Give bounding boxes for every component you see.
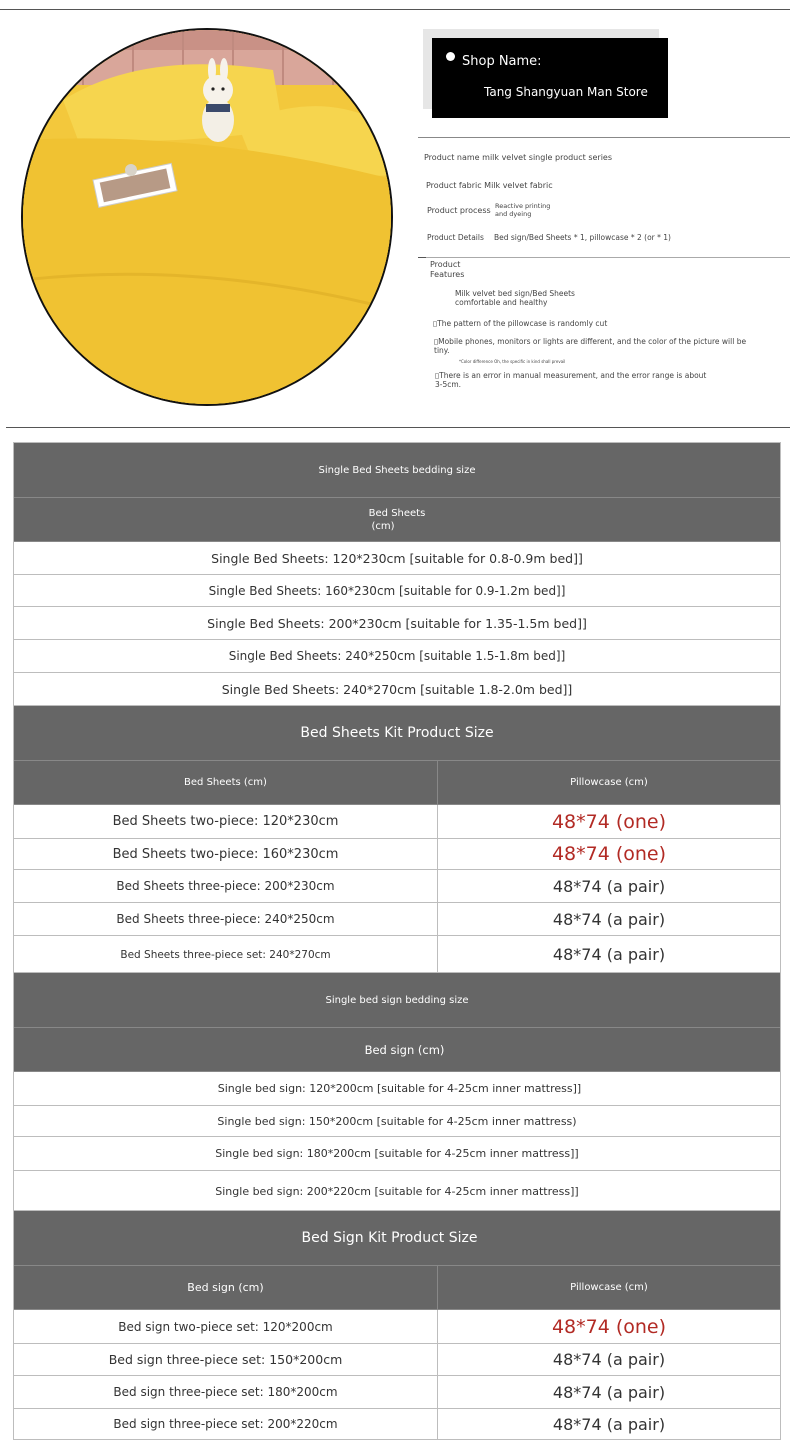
sign-kit-row-2-right: 48*74 (a pair) [437, 1344, 780, 1375]
table-row [14, 936, 780, 973]
sheets-size-header-row [14, 498, 780, 542]
sign-size-row-1: Single bed sign: 120*200cm [suitable for 4-25cm inner mattress]] [217, 1082, 582, 1095]
table-row [14, 870, 780, 903]
sign-size-header-row [14, 1028, 780, 1072]
table-row [14, 575, 780, 607]
features-value-2: comfortable and healthy [455, 298, 548, 307]
note-error-a: ▯There is an error in manual measurement, and the error range is about [435, 371, 707, 380]
sign-kit-col-left: Bed sign (cm) [187, 1281, 264, 1294]
sheets-kit-row-3-left: Bed Sheets three-piece: 200*230cm [116, 879, 335, 893]
sign-kit-row-4-left: Bed sign three-piece set: 200*220cm [113, 1417, 338, 1431]
sheets-size-table [13, 442, 781, 707]
table-row [14, 1409, 780, 1439]
sheets-kit-col-right: Pillowcase (cm) [437, 761, 780, 804]
sheets-size-title: Single Bed Sheets bedding size [318, 464, 476, 476]
product-fabric: Product fabric Milk velvet fabric [426, 181, 553, 190]
note-color-a: ▯Mobile phones, monitors or lights are different, and the color of the picture will be [434, 337, 747, 346]
product-process-value-1: Reactive printing [495, 202, 551, 210]
features-tick [418, 257, 426, 258]
note-color-b: tiny. [434, 346, 450, 355]
product-photo [21, 28, 393, 406]
table-row [14, 1344, 780, 1376]
sheets-kit-row-4-left: Bed Sheets three-piece: 240*250cm [116, 912, 335, 926]
sign-size-title-row [14, 973, 780, 1028]
sheets-size-title-row [14, 443, 780, 498]
features-label-1: Product [430, 260, 461, 269]
shop-card [432, 38, 668, 118]
sheets-kit-header-row [14, 761, 780, 805]
section-divider [6, 427, 790, 428]
bullet-icon [446, 52, 455, 61]
sign-kit-row-4-right: 48*74 (a pair) [437, 1409, 780, 1439]
sign-kit-row-3-left: Bed sign three-piece set: 180*200cm [113, 1385, 338, 1399]
sheets-size-row-3: Single Bed Sheets: 200*230cm [suitable for 1.35-1.5m bed]] [207, 615, 587, 631]
sheets-size-row-4: Single Bed Sheets: 240*250cm [suitable 1.5-1.8m bed]] [228, 649, 566, 663]
sheets-kit-row-2-right: 48*74 (one) [437, 839, 780, 869]
sheets-size-row-1: Single Bed Sheets: 120*230cm [suitable for 0.8-0.9m bed]] [211, 550, 583, 566]
product-process-label: Product process [427, 206, 491, 215]
sheets-kit-row-4-right: 48*74 (a pair) [437, 903, 780, 935]
sign-size-row-3: Single bed sign: 180*200cm [suitable for 4-25cm inner mattress]] [215, 1147, 579, 1160]
table-row [14, 542, 780, 575]
sheets-size-header [14, 498, 780, 541]
sign-kit-table [13, 1210, 781, 1440]
table-row [14, 1072, 780, 1106]
sign-size-header: Bed sign (cm) [364, 1042, 445, 1057]
sheets-kit-row-3-right: 48*74 (a pair) [437, 870, 780, 902]
product-details-label: Product Details [427, 233, 484, 242]
table-row [14, 640, 780, 673]
sign-kit-col-right: Pillowcase (cm) [437, 1266, 780, 1309]
sign-size-row-4: Single bed sign: 200*220cm [suitable for 4-25cm inner mattress]] [215, 1184, 579, 1198]
note-pattern: ▯The pattern of the pillowcase is randomly cut [433, 319, 608, 328]
sign-size-row-2: Single bed sign: 150*200cm [suitable for 4-25cm inner mattress) [217, 1114, 577, 1128]
table-row [14, 805, 780, 839]
product-name: Product name milk velvet single product series [424, 153, 613, 162]
sheets-kit-row-1-right: 48*74 (one) [437, 805, 780, 838]
sheets-kit-table [13, 705, 781, 974]
sheets-kit-title: Bed Sheets Kit Product Size [300, 725, 494, 741]
sign-kit-title: Bed Sign Kit Product Size [301, 1230, 478, 1246]
sign-kit-header-row [14, 1266, 780, 1310]
table-row [14, 1376, 780, 1409]
table-row [14, 1106, 780, 1137]
info-divider [418, 257, 790, 258]
sheets-kit-row-1-left: Bed Sheets two-piece: 120*230cm [112, 814, 339, 829]
shop-label: Shop Name: [462, 54, 542, 69]
info-divider-top [418, 137, 790, 138]
product-details-value: Bed sign/Bed Sheets * 1, pillowcase * 2 (or * 1) [494, 233, 671, 242]
sheets-size-row-5: Single Bed Sheets: 240*270cm [suitable 1.8-2.0m bed]] [221, 682, 573, 697]
note-error-b: 3-5cm. [435, 380, 462, 389]
table-row [14, 673, 780, 706]
note-small: *Color difference Oh, the specific in kind shall prevail [459, 359, 566, 364]
features-value-1: Milk velvet bed sign/Bed Sheets [455, 289, 575, 298]
sheets-size-header-1: Bed Sheets [368, 507, 426, 519]
sign-kit-row-3-right: 48*74 (a pair) [437, 1376, 780, 1408]
bedding-illustration [23, 30, 393, 406]
table-row [14, 903, 780, 936]
sign-kit-title-row [14, 1211, 780, 1266]
top-divider [0, 9, 790, 10]
sheets-kit-title-row [14, 706, 780, 761]
sheets-size-row-2: Single Bed Sheets: 160*230cm [suitable for 0.9-1.2m bed]] [208, 583, 566, 598]
table-row [14, 607, 780, 640]
sign-kit-row-1-right: 48*74 (one) [437, 1310, 780, 1343]
sheets-kit-row-2-left: Bed Sheets two-piece: 160*230cm [112, 846, 339, 862]
sign-size-table [13, 972, 781, 1212]
shop-name: Tang Shangyuan Man Store [484, 85, 648, 99]
sign-kit-row-1-left: Bed sign two-piece set: 120*200cm [118, 1319, 333, 1334]
sign-kit-row-2-left: Bed sign three-piece set: 150*200cm [108, 1352, 343, 1367]
table-row [14, 1171, 780, 1211]
table-row [14, 1310, 780, 1344]
table-row [14, 1137, 780, 1171]
table-row [14, 839, 780, 870]
sheets-size-header-2: (cm) [371, 520, 395, 532]
sheets-kit-col-left: Bed Sheets (cm) [184, 777, 267, 788]
features-label-2: Features [430, 270, 465, 279]
sheets-kit-row-5-left: Bed Sheets three-piece set: 240*270cm [120, 948, 331, 961]
product-process-value-2: and dyeing [495, 210, 532, 218]
sign-size-title: Single bed sign bedding size [325, 994, 469, 1006]
sheets-kit-row-5-right: 48*74 (a pair) [437, 936, 780, 973]
